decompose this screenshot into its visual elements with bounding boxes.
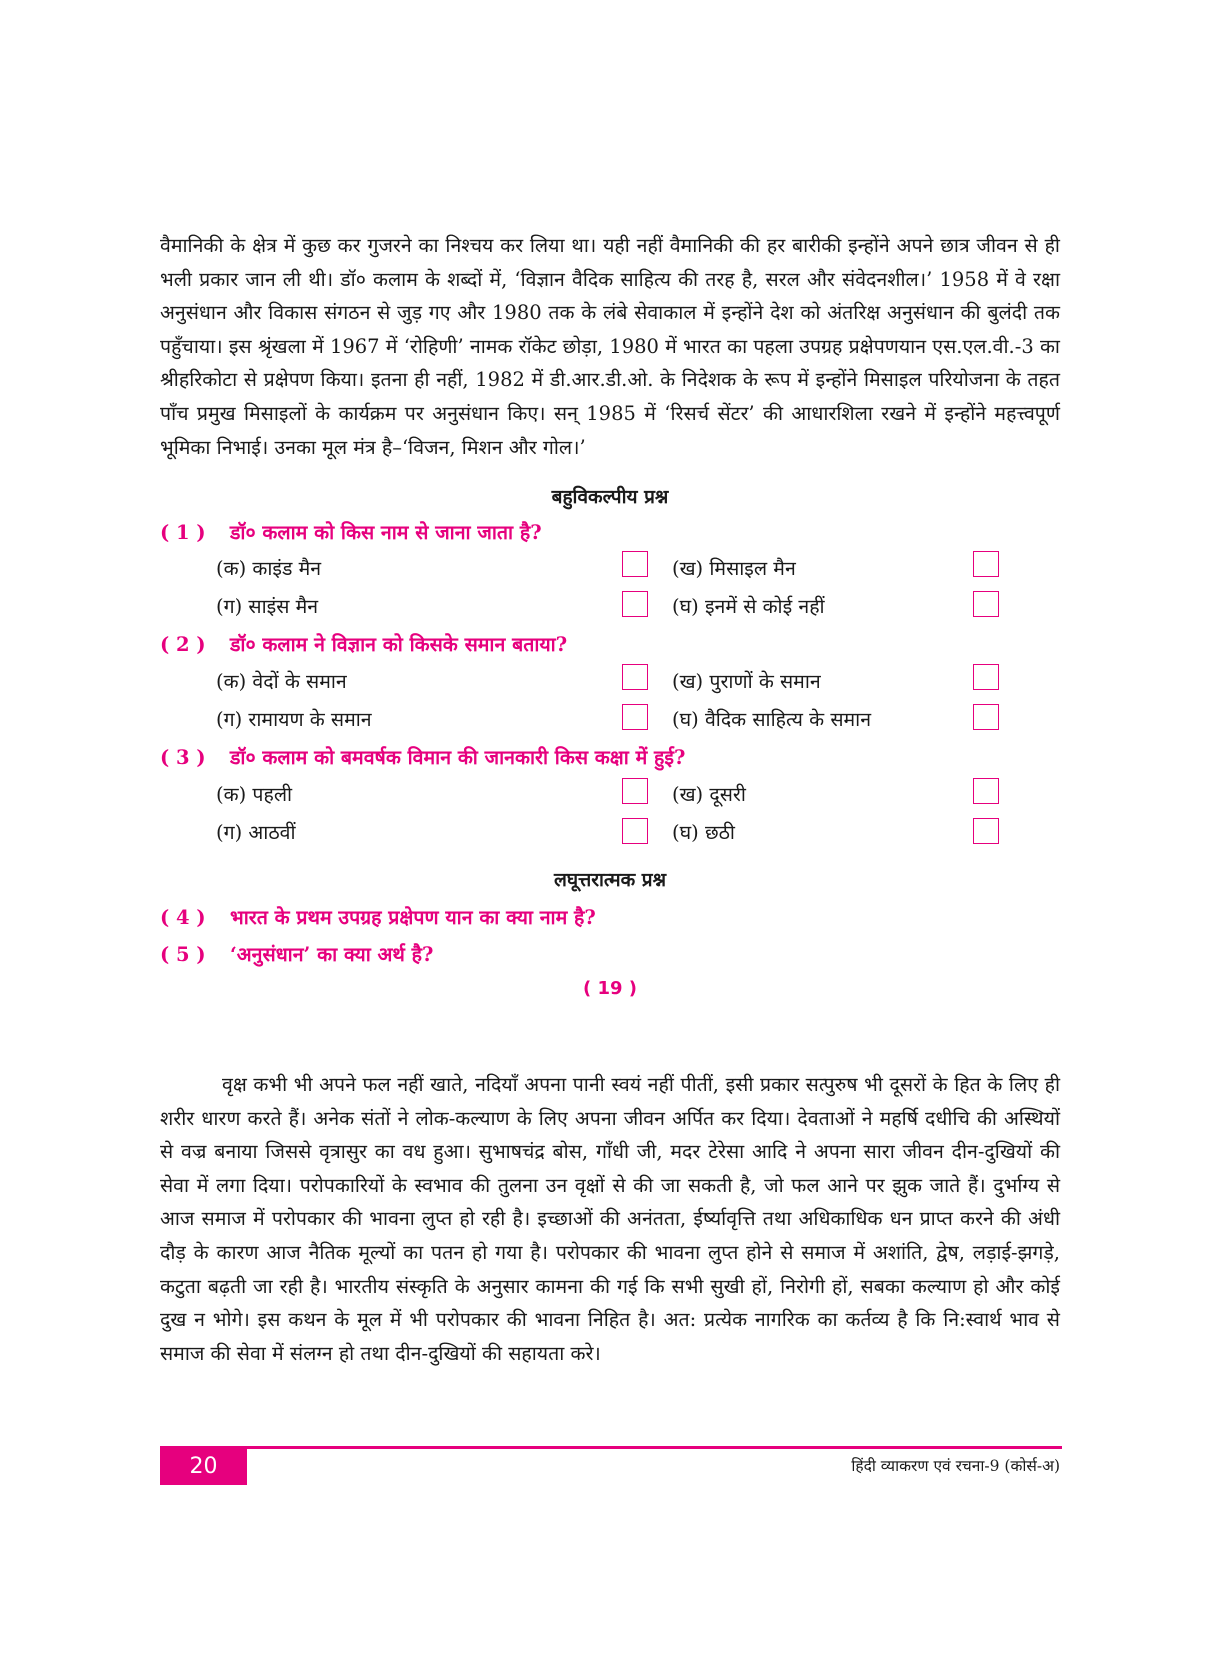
intro-paragraph-text: वैमानिकी के क्षेत्र में कुछ कर गुजरने का निश्चय कर लिया था। यही नहीं वैमानिकी की हर बारीकी इन्होंने अपने छात्र जीवन से ही भली प्रकार जान ली थी। डॉ० कलाम के शब्दों में, ‘विज्ञान वैदिक साहित्य की तरह है, सरल और संवेदनशील।’ 1958 में वे रक्षा अनुसंधान और विकास संगठन से जुड़ गए और 1980 तक के लंबे सेवाकाल में इन्होंने देश को अंतरिक्ष अनुसंधान की बुलंदी तक पहुँचाया। इस श्रृंखला में 1967 में ‘रोहिणी’ नामक रॉकेट छोड़ा, 1980 में भारत का पहला उपग्रह प्रक्षेपणयान एस.एल.वी.-3 का श्रीहरिकोटा से प्रक्षेपण किया। इतना ही नहीं, 1982 में डी.आर.डी.ओ. के निदेशक के रूप में इन्होंने मिसाइल परियोजना के तहत पाँच प्रमुख मिसाइलों के कार्यक्रम पर अनुसंधान किए। सन् 1985 में ‘रिसर्च सेंटर’ की आधारशिला रखने में इन्होंने महत्त्वपूर्ण भूमिका निभाई। उनका मूल मंत्र है–‘विजन, मिशन और गोल।’ [160,234,1060,459]
question-number: ( 1 ) [160,521,206,544]
answer-checkbox-2c[interactable] [622,704,648,730]
answer-checkbox-2d[interactable] [973,704,999,730]
mcq-question-1 [160,518,1080,545]
question-text: डॉ० कलाम को बमवर्षक विमान की जानकारी किस कक्षा में हुई? [230,746,686,769]
option-2d: (घ) वैदिक साहित्य के समान [672,708,872,731]
answer-checkbox-2b[interactable] [973,664,999,690]
answer-checkbox-3b[interactable] [973,778,999,804]
mcq-heading: बहुविकल्पीय प्रश्न [551,486,669,508]
question-text: डॉ० कलाम ने विज्ञान को किसके समान बताया? [230,633,568,656]
passage-text: वृक्ष कभी भी अपने फल नहीं खाते, नदियाँ अपना पानी स्वयं नहीं पीतीं, इसी प्रकार सत्पुरुष भी दूसरों के हित के लिए ही शरीर धारण करते हैं। अनेक संतों ने लोक-कल्याण के लिए अपना जीवन अर्पित कर दिया। देवताओं ने महर्षि दधीचि की अस्थियों से वज्र बनाया जिससे वृत्रासुर का वध हुआ। सुभाषचंद्र बोस, गाँधी जी, मदर टेरेसा आदि ने अपना सारा जीवन दीन-दुखियों की सेवा में लगा दिया। परोपकारियों के स्वभाव की तुलना उन वृक्षों से की जा सकती है, जो फल आने पर झुक जाते हैं। दुर्भाग्य से आज समाज में परोपकार की भावना लुप्त हो रही है। इच्छाओं की अनंतता, ईर्ष्यावृत्ति तथा अधिकाधिक धन प्राप्त करने की अंधी दौड़ के कारण आज नैतिक मूल्यों का पतन हो गया है। परोपकार की भावना लुप्त होने से समाज में अशांति, द्वेष, लड़ाई-झगड़े, कटुता बढ़ती जा रही है। भारतीय संस्कृति के अनुसार कामना की गई कि सभी सुखी हों, निरोगी हों, सबका कल्याण हो और कोई दुख न भोगे। इस कथन के मूल में भी परोपकार की भावना निहित है। अत: प्रत्येक नागरिक का कर्तव्य है कि नि:स्वार्थ भाव से समाज की सेवा में संलग्न हो तथा दीन-दुखियों की सहायता करे। [160,1073,1060,1365]
question-number: ( 5 ) [160,943,206,966]
answer-checkbox-3a[interactable] [622,778,648,804]
question-text: डॉ० कलाम को किस नाम से जाना जाता है? [230,521,542,544]
option-1d: (घ) इनमें से कोई नहीं [672,595,825,618]
mcq-question-3 [160,743,1080,770]
answer-checkbox-2a[interactable] [622,664,648,690]
answer-checkbox-3c[interactable] [622,818,648,844]
short-question-4 [160,903,1080,930]
short-answer-heading: लघूत्तरात्मक प्रश्न [553,869,667,891]
passage [160,1068,1060,1370]
mcq-question-2 [160,630,1080,657]
option-3c: (ग) आठवीं [216,821,296,844]
answer-checkbox-3d[interactable] [973,818,999,844]
question-number: ( 3 ) [160,746,206,769]
answer-checkbox-1d[interactable] [973,591,999,617]
book-title: हिंदी व्याकरण एवं रचना-9 (कोर्स-अ) [851,1457,1060,1475]
intro-paragraph [160,229,1060,464]
option-3a: (क) पहली [216,783,293,806]
question-text: ‘अनुसंधान’ का क्या अर्थ है? [230,943,434,966]
short-question-5 [160,940,1080,967]
question-number: ( 2 ) [160,633,206,656]
option-2a: (क) वेदों के समान [216,670,347,693]
answer-checkbox-1c[interactable] [622,591,648,617]
question-number: ( 4 ) [160,906,206,929]
answer-checkbox-1b[interactable] [973,551,999,577]
option-2b: (ख) पुराणों के समान [672,670,821,693]
option-1a: (क) काइंड मैन [216,557,322,580]
question-text: भारत के प्रथम उपग्रह प्रक्षेपण यान का क्या नाम है? [230,906,596,929]
footer-rule [160,1446,1062,1449]
option-3d: (घ) छठी [672,821,735,844]
option-2c: (ग) रामायण के समान [216,708,372,731]
page-number: 20 [160,1448,247,1485]
option-1b: (ख) मिसाइल मैन [672,557,796,580]
section-number: ( 19 ) [582,978,638,999]
option-1c: (ग) साइंस मैन [216,595,319,618]
answer-checkbox-1a[interactable] [622,551,648,577]
option-3b: (ख) दूसरी [672,783,746,806]
